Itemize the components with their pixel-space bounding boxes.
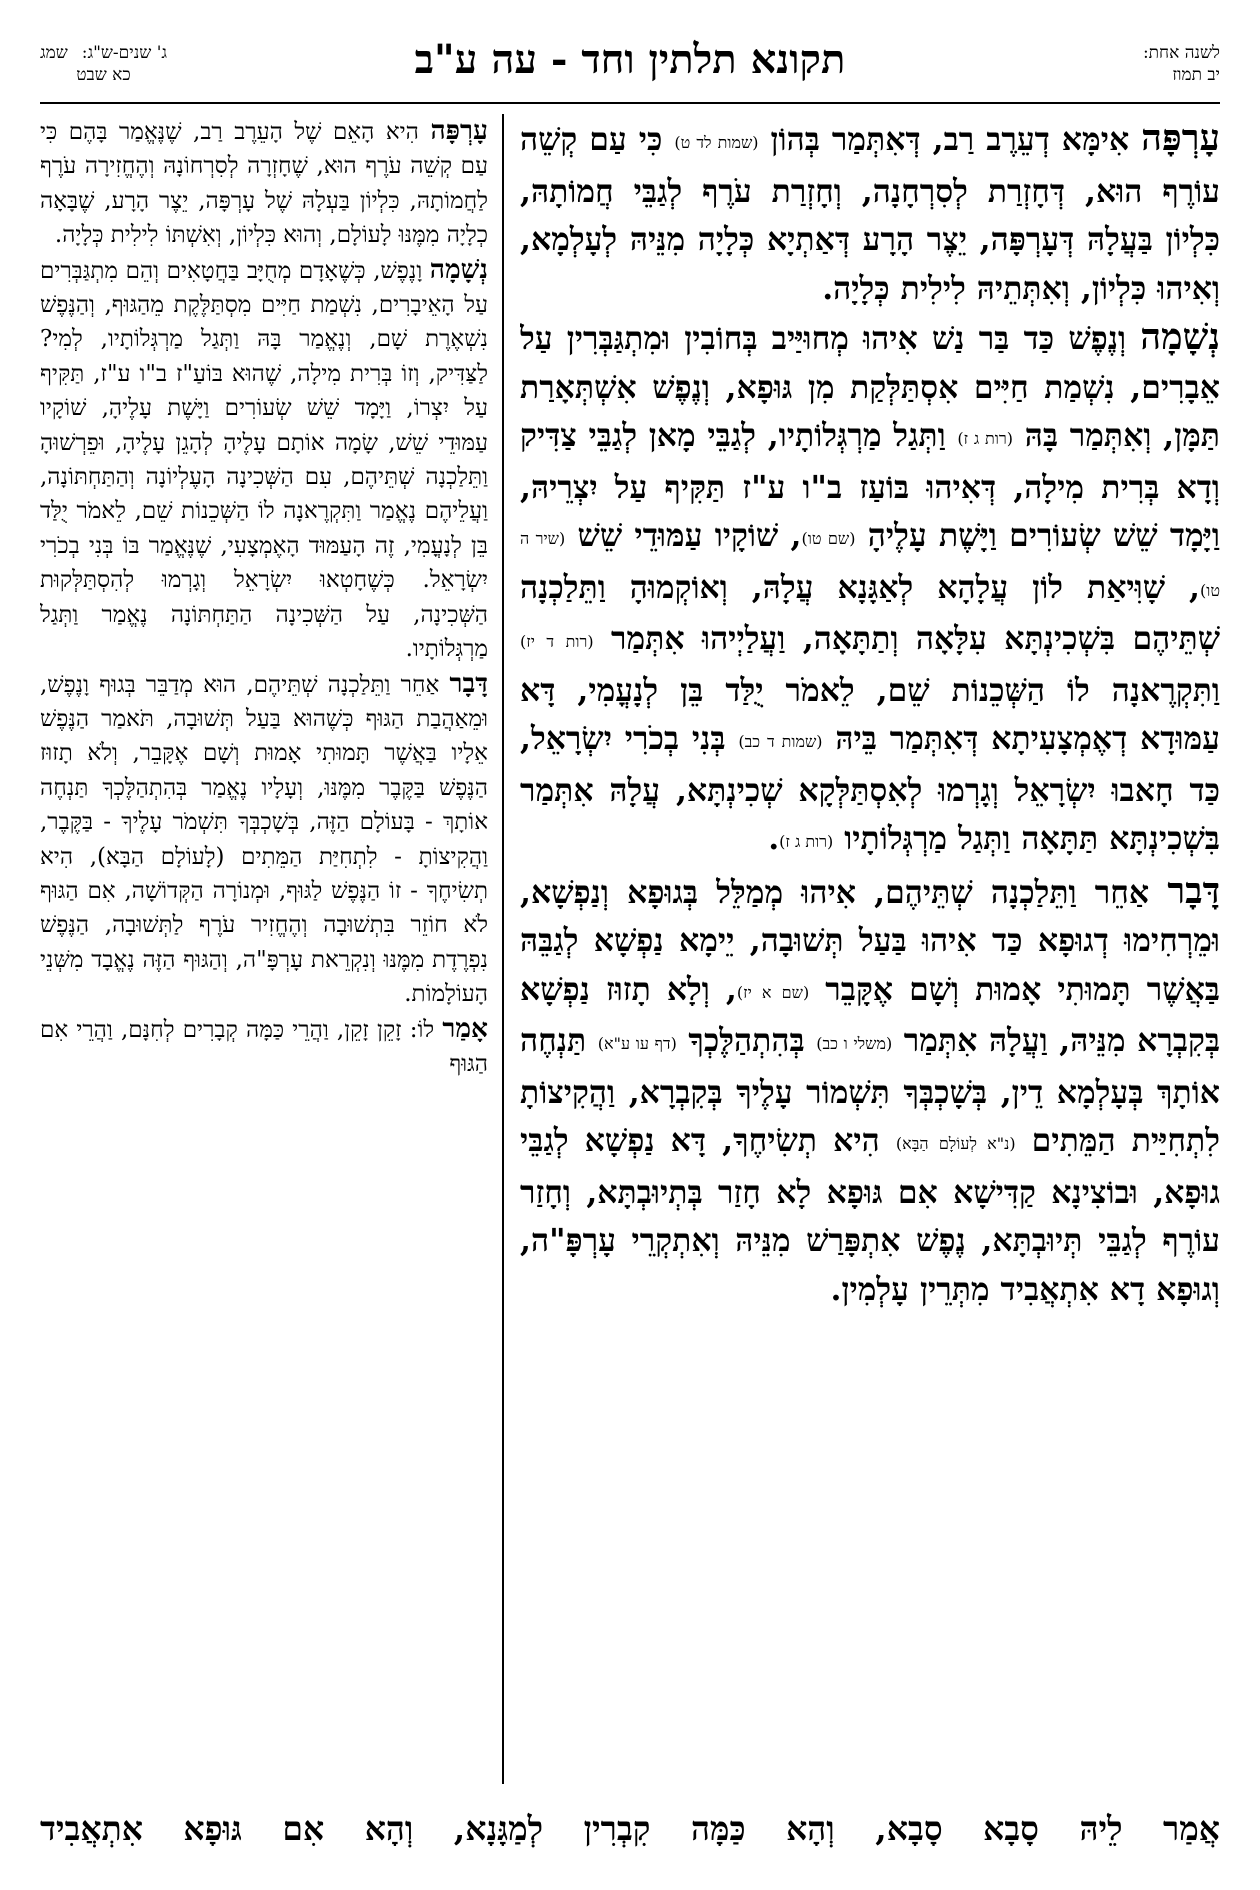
verse-citation: (שמות לד ט) (674, 133, 759, 152)
paragraph-lead-word: נְשָׁמָה (429, 253, 488, 285)
main-text-column (520, 114, 1220, 1784)
main-text-segment: . (768, 820, 780, 857)
main-text-segment: אַחֵר וַתֵּלַכְנָה שְׁתֵּיהֶם, אִיהוּ מְמַלֵּל בְּגוּפָא וְנַפְשָׁא, וּמֵרְחִימוּ דְגוּפָא כַּד אִיהוּ בַּעַל תְּשׁוּבָה, יֵימָא נַפְשָׁא לְגַבֵּהּ בַּאֲשֶׁר תָּמוּתִי אָמוּת וְשָׁם אֶקָּבֵר (520, 873, 1220, 1008)
main-text-segment: וַתִּקְרֶאנָה לוֹ הַשְּׁכֵנוֹת שֵׁם, לֵאמֹר יֻלַּד בֵּן לְנָעֳמִי, דָּא עַמּוּדָא דְאֶמְצָעִיתָא דְּאִתְּמַר בֵּיהּ (520, 671, 1220, 757)
paragraph-lead-word: אָמַר (442, 1012, 488, 1044)
commentary-paragraph (40, 667, 488, 1012)
main-text-segment: הִיא תְשִׂיחֶךָ, דָּא נַפְשָׁא לְגַבֵּי גוּפָא, וּבוֹצִינָא קַדִּישָׁא אִם גּוּפָא לָא חָזַר בְּתְיוּבְתָּא, וְחָזַר עוֹרֶף לְגַבֵּי תְּיוּבְתָּא, נֶפֶשׁ אִתְפָּרַשׁ מִנֵּיהּ וְאִתְקְרֵי עָרְפָּ"ה, וְגוּפָא דָא אִתְאֲבִיד מִתְּרֵין עָלְמִין. (520, 1122, 1220, 1308)
header-years: ג' שנים-ש"ג: (81, 43, 167, 63)
main-text-segment: וְנֶפֶשׁ כַּד בַּר נַשׁ אִיהוּ מְחוּיַּיב בְּחוֹבִין וּמִתְגַּבְּרִין עַל אֵבָרִים, נִשְׁמַת חַיִּים אִסְתַּלְּקַת מִן גּוּפָא, וְנֶפֶשׁ אִשְׁתְּאָרַת תַּמָּן, וְאִתְּמַר בָּהּ (520, 320, 1220, 454)
main-text-segment: אִימָּא דְעֵרֶב רַב, דְּאִתְּמַר בְּהוֹן (758, 121, 1142, 158)
verse-citation: (רות ג ז) (957, 429, 1014, 448)
commentary-text: וָנֶפֶשׁ, כְּשֶׁאָדָם מְחֻיָּב בַּחֲטָאִים וְהֵם מִתְגַּבְּרִים עַל הָאֵיבָרִים, נִשְׁמַת חַיִּים מִסְתַּלֶּקֶת מֵהַגּוּף, וְהַנֶּפֶשׁ נִשְׁאֶרֶת שָׁם, וְנֶאֱמַר בָּהּ וַתְּגַל מַרְגְּלוֹתָיו, לְמִי? לַצַּדִּיק, וְזוֹ בְּרִית מִילָה, שֶׁהוּא בּוֹעַ"ז ב"ו ע"ז, תַּקִּיף עַל יִצְרוֹ, וַיָּמָד שֵׁשׁ שְׂעוֹרִים וַיָּשֶׁת עָלֶיהָ, שׁוֹקָיו עַמּוּדֵי שֵׁשׁ, שָׂמָה אוֹתָם עָלֶיהָ לְהָגֵן עָלֶיהָ, וּפֵרְשׁוּהָ וַתֵּלַכְנָה שְׁתֵּיהֶם, עִם הַשְּׁכִינָה הָעֶלְיוֹנָה וְהַתַּחְתּוֹנָה, וַעֲלֵיהֶם נֶאֱמַר וַתִּקְרֶאנָה לוֹ הַשְּׁכֵנוֹת שֵׁם, לֵאמֹר יֻלַּד בֵּן לְנָעֳמִי, זֶה הָעַמּוּד הָאֶמְצָעִי, שֶׁנֶּאֱמַר בּוֹ בְּנִי בְכֹרִי יִשְׂרָאֵל. כְּשֶׁחָטְאוּ יִשְׂרָאֵל וְגָרְמוּ לְהִסְתַּלְּקוּת הַשְּׁכִינָה, עַל הַשְּׁכִינָה הַתַּחְתּוֹנָה נֶאֱמַר וַתְּגַל מַרְגְּלוֹתָיו. (40, 257, 488, 663)
main-text-segment: , וְלָא תָזוּז נַפְשָׁא בְּקִבְרָא מִנֵּיהּ, וַעֲלָהּ אִתְּמַר (520, 970, 1220, 1059)
verse-citation: (רות ד יז) (520, 632, 594, 651)
main-text-segment: כִּי עַם קְשֵׁה עוֹרֶף הוּא, דְּחָזְרַת לְסִרְחָנָה, וְחָזְרַת עֹרֶף לְגַבֵּי חֲמוֹתָהּ, כִּלְיוֹן בַּעֲלָהּ דְּעָרְפָּה, יֵצֶר הָרָע דְּאַתְיָא כְּלָיָה מִנֵּיהּ לְעָלְמָא, וְאִיהוּ כִּלְיוֹן, וְאִתְּתֵיהּ לִילִית כְּלָיָה. (520, 121, 1220, 307)
verse-citation: (שם א יז) (736, 982, 810, 1002)
page-title: תקונא תלתין וחד - עה ע"ב (414, 36, 846, 83)
commentary-paragraph (40, 114, 488, 253)
verse-citation: (שמות ד כב) (738, 732, 823, 751)
header-left (40, 42, 167, 86)
main-text-segment: תַּנְחֶה אוֹתָךְ בְּעָלְמָא דֵין, בְּשָׁכְבְּךָ תִּשְׁמוֹר עָלֶיךָ בְּקִבְרָא, וַהֲקִיצוֹתָ לִתְחִיַּית הַמֵּתִים (520, 1022, 1220, 1159)
paragraph-lead-word: דָּבָר (449, 667, 488, 699)
commentary-text: אַחֵר וַתֵּלַכְנָה שְׁתֵּיהֶם, הוּא מְדַבֵּר בְּגוּף וָנֶפֶשׁ, וּמֵאַהֲבַת הַגּוּף כְּשֶׁהוּא בַּעַל תְּשׁוּבָה, תֹּאמַר הַנֶּפֶשׁ אֵלָיו בַּאֲשֶׁר תָּמוּתִי אָמוּת וְשָׁם אֶקָּבֵר, וְלֹא תָזוּז הַנֶּפֶשׁ בַּקֶּבֶר מִמֶּנּוּ, וְעָלָיו נֶאֱמַר בְּהִתְהַלֶּכְךָ תַּנְחֶה אוֹתָךְ - בָּעוֹלָם הַזֶּה, בְּשָׁכְבְּךָ תִּשְׁמֹר עָלֶיךָ - בַּקֶּבֶר, וַהֲקִיצוֹתָ - לִתְחִיַּת הַמֵּתִים (לָעוֹלָם הַבָּא), הִיא תְשִׂיחֶךָ - זוֹ הַנֶּפֶשׁ לַגּוּף, וּמְנוֹרָה הַקְּדוֹשָׁה, אִם הַגּוּף לֹא חוֹזֵר בִּתְשׁוּבָה וְהֶחֱזִיר עֹרֶף לַתְּשׁוּבָה, הַנֶּפֶשׁ נִפְרֶדֶת מִמֶּנּוּ וְנִקְרֵאת עָרְפָּ"ה, וְהַגּוּף הַזֶּה נֶאֱבָד מִשְּׁנֵי הָעוֹלָמוֹת. (40, 671, 488, 1008)
column-divider (502, 114, 504, 1784)
verse-citation: (משלי ו כב) (816, 1034, 893, 1053)
header-page-number: שמג (40, 43, 68, 63)
main-paragraph (520, 313, 1220, 867)
commentary-paragraph (40, 1012, 488, 1082)
main-text-segment: , שָׁוִּיאַת לוֹן עֲלָהָא לְאַגָּנָא עֲלָהּ, וְאוֹקְמוּהָ וַתֵּלַכְנָה שְׁתֵּיהֶם בִּשְׁכִינְתָּא עִלָּאָה וְתַתָּאָה, וַעֲלַיְיהוּ אִתְּמַר (520, 568, 1220, 657)
main-text-segment: בְּנִי בְכֹרִי יִשְׂרָאֵל, כַּד חָאבוּ יִשְׂרָאֵל וְגָרְמוּ לְאִסְתַּלְּקָא שְׁכִינְתָּא, עֲלָהּ אִתְּמַר בִּשְׁכִינְתָּא תַּתָּאָה וַתְּגַל מַרְגְּלוֹתָיו (520, 720, 1220, 857)
header-left-line1 (40, 42, 167, 64)
page (40, 30, 1220, 1860)
verse-citation: (שיר ה טו) (520, 529, 1220, 600)
main-text-segment: , שׁוֹקָיו עַמּוּדֵי שֵׁשׁ (565, 517, 802, 554)
main-text-segment: בְּהִתְהַלֶּכְךָ (676, 1022, 817, 1059)
verse-citation: (שם טו) (801, 529, 856, 548)
paragraph-lead-word: עָרְפָּה (430, 115, 488, 146)
commentary-text: הִיא הָאֵם שֶׁל הָעֵרֶב רַב, שֶׁנֶּאֱמַר בָּהֶם כִּי עַם קְשֵׁה עֹרֶף הוּא, שֶׁחָזְרָה לְסִרְחוֹנָהּ וְהֶחֱזִירָה עֹרֶף לַחֲמוֹתָהּ, כִּלְיוֹן בַּעְלָהּ שֶׁל עָרְפָּה, יֵצֶר הָרָע, שֶׁבָּאָה כְלָיָה מִמֶּנּוּ לָעוֹלָם, וְהוּא כִּלְיוֹן, וְאִשְׁתּוֹ לִילִית כְּלָיָה. (40, 119, 488, 249)
verse-citation: (רות ג ז) (779, 832, 834, 851)
paragraph-lead-word: נְשָׁמָה (1140, 315, 1220, 358)
verse-citation: (דף עו ע"א) (597, 1034, 677, 1053)
commentary-column (40, 114, 488, 1784)
paragraph-lead-word: דָּבָר (1167, 868, 1220, 912)
commentary-text: לוֹ: זָקֵן זָקֵן, וַהֲרֵי כַּמָּה קְבָרִים לְחִנָּם, וַהֲרֵי אִם הַגּוּף (40, 1016, 488, 1077)
page-header (40, 30, 1220, 108)
main-paragraph (520, 867, 1220, 1315)
header-left-line2: כא שבט (76, 65, 131, 85)
verse-citation: (נ"א לְעוֹלָם הַבָּא) (895, 1134, 1016, 1153)
main-text-segment: וַתְּגַל מַרְגְּלוֹתָיו, לְגַבֵּי מָאן לְגַבֵּי צַדִּיק וְדָא בְּרִית מִילָה, דְּאִיהוּ בּוֹעַז ב"ו ע"ז תַּקִּיף עַל יִצְרֵיהּ, וַיָּמָד שֵׁשׁ שְׂעוֹרִים וַיָּשֶׁת עָלֶיהָ (520, 417, 1220, 554)
main-paragraph (520, 114, 1220, 313)
header-divider (40, 102, 1220, 104)
header-right-line2: יב תמוז (1172, 65, 1220, 85)
commentary-paragraph (40, 253, 488, 667)
paragraph-lead-word: עָרְפָּה (1141, 116, 1220, 159)
header-right-line1: לשנה אחת: (1142, 43, 1220, 63)
bottom-continuation-line: אֲמַר לֵיהּ סָבָא סָבָא, וְהָא כַּמָּה קִבְרִין לְמַגָּנָא, וְהָא אִם גּוּפָא אִתְאֲבִיד (40, 1809, 1220, 1848)
